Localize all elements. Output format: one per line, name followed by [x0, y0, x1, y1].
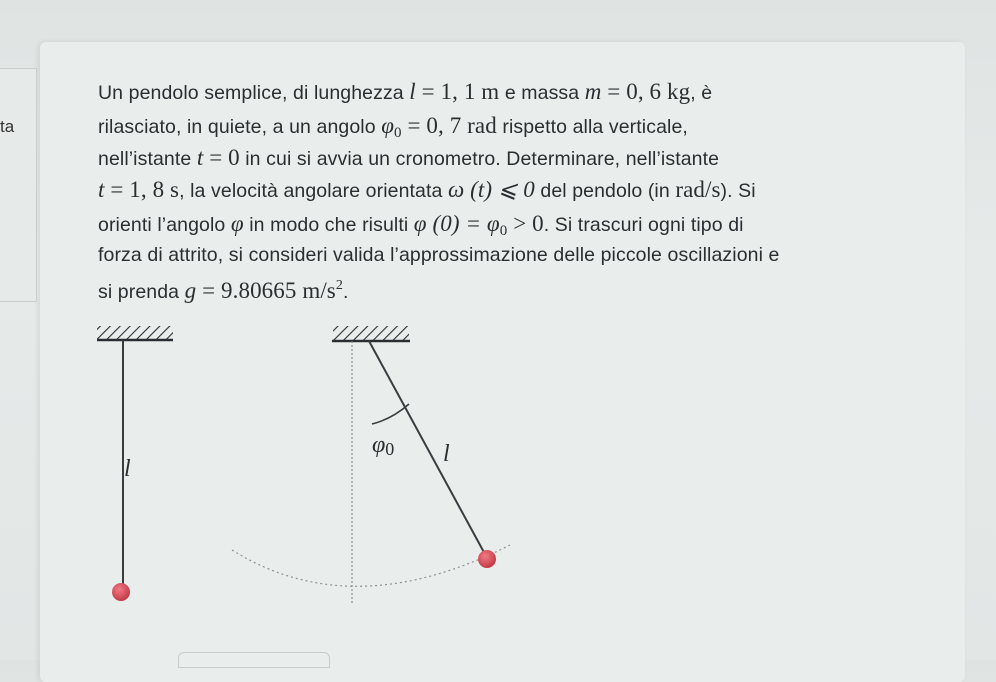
problem-line-7: si prenda g = 9.80665 $m/s^2$. [98, 278, 349, 303]
right-pendulum [232, 326, 510, 605]
right-length-label: l [443, 441, 450, 467]
problem-line-6: forza di attrito, si consideri valida l’approssimazione delle piccole oscillazioni e [98, 244, 780, 266]
problem-line-4: t = 1, 8 s, la velocità angolare orientata ω (t) ⩽ 0 del pendolo (in rad/s). Si [98, 177, 756, 202]
problem-line-3: nell’istante t = 0 in cui si avvia un cronometro. Determinare, nell’istante [98, 145, 720, 170]
clipped-edge-text: ta [0, 117, 15, 136]
left-bob [112, 583, 130, 601]
problem-line-5: orienti l’angolo φ in modo che risulti φ $(0) = \varphi_0 > 0$. Si trascuri ogni tipo di [98, 211, 744, 239]
angle-arc [372, 404, 409, 424]
swing-arc [232, 545, 510, 586]
right-ceiling-hatch [333, 326, 409, 340]
left-ceiling-hatch [97, 326, 173, 339]
problem-line-1: Un pendolo semplice, di lunghezza l = 1, 1 m e massa m = 0, 6 kg, è [98, 79, 713, 104]
left-length-label: l [124, 456, 131, 482]
left-pendulum [97, 326, 173, 601]
right-bob [478, 550, 496, 568]
angle-label: φ0 [372, 432, 395, 459]
problem-line-2: rilasciato, in quiete, a un angolo $\varphi_0 = 0$, 7 rad rispetto alla verticale, [98, 113, 688, 141]
